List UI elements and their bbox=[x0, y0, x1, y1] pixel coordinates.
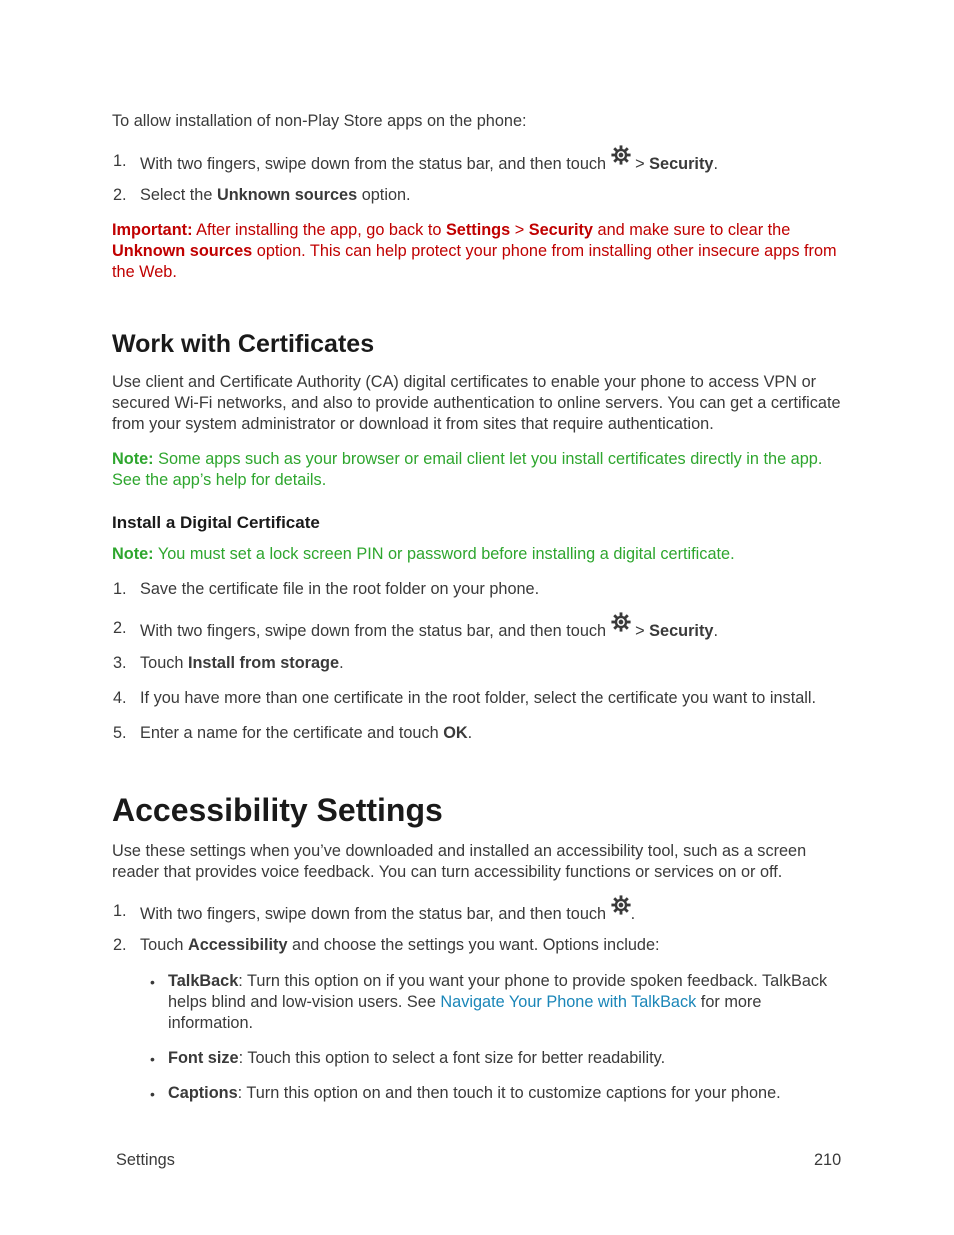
step-text: Save the certificate file in the root folder on your phone. bbox=[140, 580, 540, 598]
accessibility-body: Use these settings when you’ve downloaded and installed an accessibility tool, such as a screen reader that provides voice feedback. You can turn accessibility functions or services on or off. bbox=[112, 842, 807, 881]
important-note bbox=[112, 220, 842, 283]
step-text-part: . bbox=[339, 654, 344, 672]
option-text: : Touch this option to select a font size for better readability. bbox=[238, 1049, 666, 1067]
list-item bbox=[168, 1083, 848, 1104]
step-bold: Security bbox=[649, 622, 714, 640]
step-number: 3. bbox=[113, 654, 127, 672]
section-heading: Work with Certificates bbox=[112, 330, 375, 358]
step-text-part: With two fingers, swipe down from the status bar, and then touch bbox=[140, 905, 607, 923]
step-text-part: . bbox=[630, 905, 636, 923]
step-text-part: Enter a name for the certificate and touch bbox=[140, 724, 444, 742]
option-name: TalkBack bbox=[168, 972, 239, 990]
note bbox=[112, 449, 842, 491]
step-text-part: With two fingers, swipe down from the status bar, and then touch bbox=[140, 622, 607, 640]
important-bold: Unknown sources bbox=[112, 242, 253, 260]
step-text bbox=[140, 185, 840, 206]
important-text: option. This can help protect your phone from installing other insecure apps from the Web. bbox=[112, 242, 837, 281]
step-bold: Security bbox=[649, 155, 714, 173]
step-text-part: and choose the settings you want. Options include: bbox=[287, 936, 660, 954]
list-item bbox=[168, 1048, 848, 1069]
step-text-part: Select the bbox=[140, 186, 217, 204]
bullet-icon: • bbox=[150, 1051, 155, 1067]
note-label: Note: bbox=[112, 545, 154, 563]
step-number: 1. bbox=[113, 580, 127, 598]
step-text-part: > bbox=[630, 622, 650, 640]
step-number: 2. bbox=[113, 186, 127, 204]
list-item bbox=[168, 971, 848, 1034]
note-label: Note: bbox=[112, 450, 154, 468]
certs-body: Use client and Certificate Authority (CA) digital certificates to enable your phone to access VPN or secured Wi-Fi networks, and also to provide authentication to online servers. You can get a certificate from your system administrator or download it from sites that require authentication. bbox=[112, 373, 841, 433]
page-heading: Accessibility Settings bbox=[112, 792, 443, 828]
footer-section: Settings bbox=[116, 1151, 175, 1169]
option-name: Font size bbox=[168, 1049, 239, 1067]
step-number: 1. bbox=[113, 902, 127, 920]
step-bold: Accessibility bbox=[187, 936, 288, 954]
step-text-part: Touch bbox=[140, 654, 188, 672]
step-number: 5. bbox=[113, 724, 127, 742]
step-text-part: > bbox=[630, 155, 650, 173]
step-number: 4. bbox=[113, 689, 127, 707]
gear-icon bbox=[611, 895, 631, 915]
step-number: 2. bbox=[113, 936, 127, 954]
important-bold: Settings bbox=[445, 221, 511, 239]
step-text bbox=[140, 723, 840, 744]
step-text-part: option. bbox=[357, 186, 411, 204]
step-text-part: . bbox=[713, 155, 718, 173]
gear-icon bbox=[611, 612, 631, 632]
step-bold: OK bbox=[443, 724, 468, 742]
bullet-icon: • bbox=[150, 1086, 155, 1102]
step-bold: Install from storage bbox=[187, 654, 340, 672]
step-text-part: Touch bbox=[140, 936, 188, 954]
important-bold: Security bbox=[528, 221, 593, 239]
important-label: Important: bbox=[112, 221, 193, 239]
step-text-part: . bbox=[713, 622, 718, 640]
important-text: After installing the app, go back to bbox=[192, 221, 446, 239]
option-text: : Turn this option on if you want your phone to provide spoken feedback. TalkBack helps blind and low-vision users. See bbox=[168, 972, 828, 1011]
talkback-link[interactable]: Navigate Your Phone with TalkBack bbox=[440, 993, 697, 1011]
option-text: : Turn this option on and then touch it to customize captions for your phone. bbox=[237, 1084, 781, 1102]
sub-heading: Install a Digital Certificate bbox=[112, 513, 320, 532]
step-text-part: With two fingers, swipe down from the status bar, and then touch bbox=[140, 155, 607, 173]
step-text bbox=[140, 618, 840, 642]
step-text bbox=[140, 935, 840, 956]
step-bold: Unknown sources bbox=[216, 186, 358, 204]
step-text bbox=[140, 151, 840, 175]
step-text bbox=[140, 901, 840, 925]
step-number: 1. bbox=[113, 152, 127, 170]
note bbox=[112, 544, 842, 565]
page-number: 210 bbox=[814, 1151, 842, 1169]
bullet-icon: • bbox=[150, 974, 155, 990]
option-name: Captions bbox=[168, 1084, 238, 1102]
intro-text: To allow installation of non-Play Store apps on the phone: bbox=[112, 112, 527, 130]
note-text: You must set a lock screen PIN or password before installing a digital certificate. bbox=[153, 545, 735, 563]
step-number: 2. bbox=[113, 619, 127, 637]
step-text: If you have more than one certificate in the root folder, select the certificate you want to install. bbox=[140, 689, 817, 707]
important-text: > bbox=[510, 221, 529, 239]
important-text: and make sure to clear the bbox=[593, 221, 791, 239]
option-text: for more information. bbox=[168, 993, 762, 1032]
step-text bbox=[140, 653, 840, 674]
note-text: Some apps such as your browser or email client let you install certificates directly in the app. See the app’s help for details. bbox=[112, 450, 823, 489]
step-text-part: . bbox=[467, 724, 473, 742]
gear-icon bbox=[611, 145, 631, 165]
